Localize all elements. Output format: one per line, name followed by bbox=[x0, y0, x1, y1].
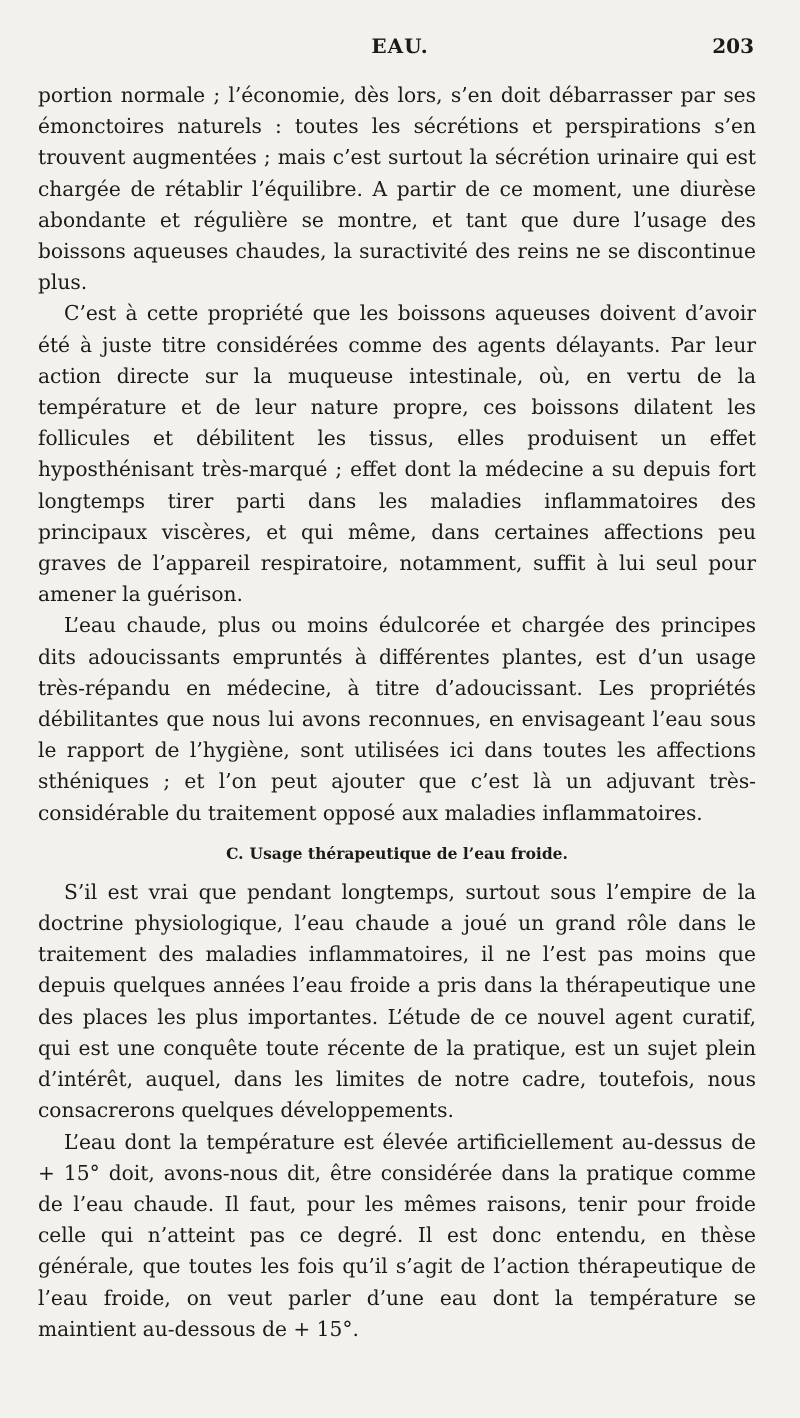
section-title: Usage thérapeutique de l’eau froide. bbox=[249, 843, 568, 863]
section-letter: C. bbox=[226, 843, 244, 863]
running-title: EAU. bbox=[371, 34, 429, 58]
page-number: 203 bbox=[712, 34, 754, 58]
body-text bbox=[38, 80, 756, 1345]
paragraph-eau-froide-intro: S’il est vrai que pendant longtemps, surtout sous l’empire de la doctrine physiologique, l’eau chaude a joué un grand rôle dans le traitement des maladies inflammatoires, il ne l’est pas moins que depuis quelques années l’eau froide a pris dans la thérapeutique une des places les plus importantes. L’étude de ce nouvel agent curatif, qui est une conquête toute récente de la pratique, est un sujet plein d’intérêt, auquel, dans les limites de notre cadre, toutefois, nous consacrerons quelques développements. bbox=[38, 879, 756, 1123]
paragraph-eau-chaude: L’eau chaude, plus ou moins édulcorée et chargée des principes dits adoucissants empruntés à différentes plantes, est d’un usage très-répandu en médecine, à titre d’adoucissant. Les propriétés débilitantes que nous lui avons reconnues, en envisageant l’eau sous le rapport de l’hygiène, sont utilisées ici dans toutes les affections sthéniques ; et l’on peut ajouter que c’est là un adjuvant très-considérable du traitement opposé aux maladies inflammatoires. bbox=[38, 613, 756, 825]
paragraph-delayants: C’est à cette propriété que les boissons aqueuses doivent d’avoir été à juste titre considérées comme des agents délayants. Par leur action directe sur la muqueuse intestinale, où, en vertu de la température et de leur nature propre, ces boissons dilatent les follicules et débilitent les tissus, elles produisent un effet hyposthénisant très-marqué ; effet dont la médecine a su depuis fort longtemps tirer parti dans les maladies inflammatoires des principaux viscères, et qui même, dans certaines affections peu graves de l’appareil respiratoire, notamment, suffit à lui seul pour amener la guérison. bbox=[38, 301, 756, 607]
paragraph-continued: portion normale ; l’économie, dès lors, s’en doit débarrasser par ses émonctoires naturels : toutes les sécrétions et perspirations s’en trouvent augmentées ; mais c’est surtout la sécrétion urinaire qui est chargée de rétablir l’équilibre. A partir de ce moment, une diurèse abondante et régulière se montre, et tant que dure l’usage des boissons aqueuses chaudes, la suractivité des reins ne se discontinue plus. bbox=[38, 83, 756, 295]
running-head bbox=[0, 34, 800, 60]
paragraph-temperature: L’eau dont la température est élevée artificiellement au-dessus de + 15° doit, avons-nous dit, être considérée dans la pratique comme de l’eau chaude. Il faut, pour les mêmes raisons, tenir pour froide celle qui n’atteint pas ce degré. Il est donc entendu, en thèse générale, que toutes les fois qu’il s’agit de l’action thérapeutique de l’eau froide, on veut parler d’une eau dont la température se maintient au-dessous de + 15°. bbox=[38, 1129, 756, 1341]
section-subheading bbox=[38, 841, 756, 867]
